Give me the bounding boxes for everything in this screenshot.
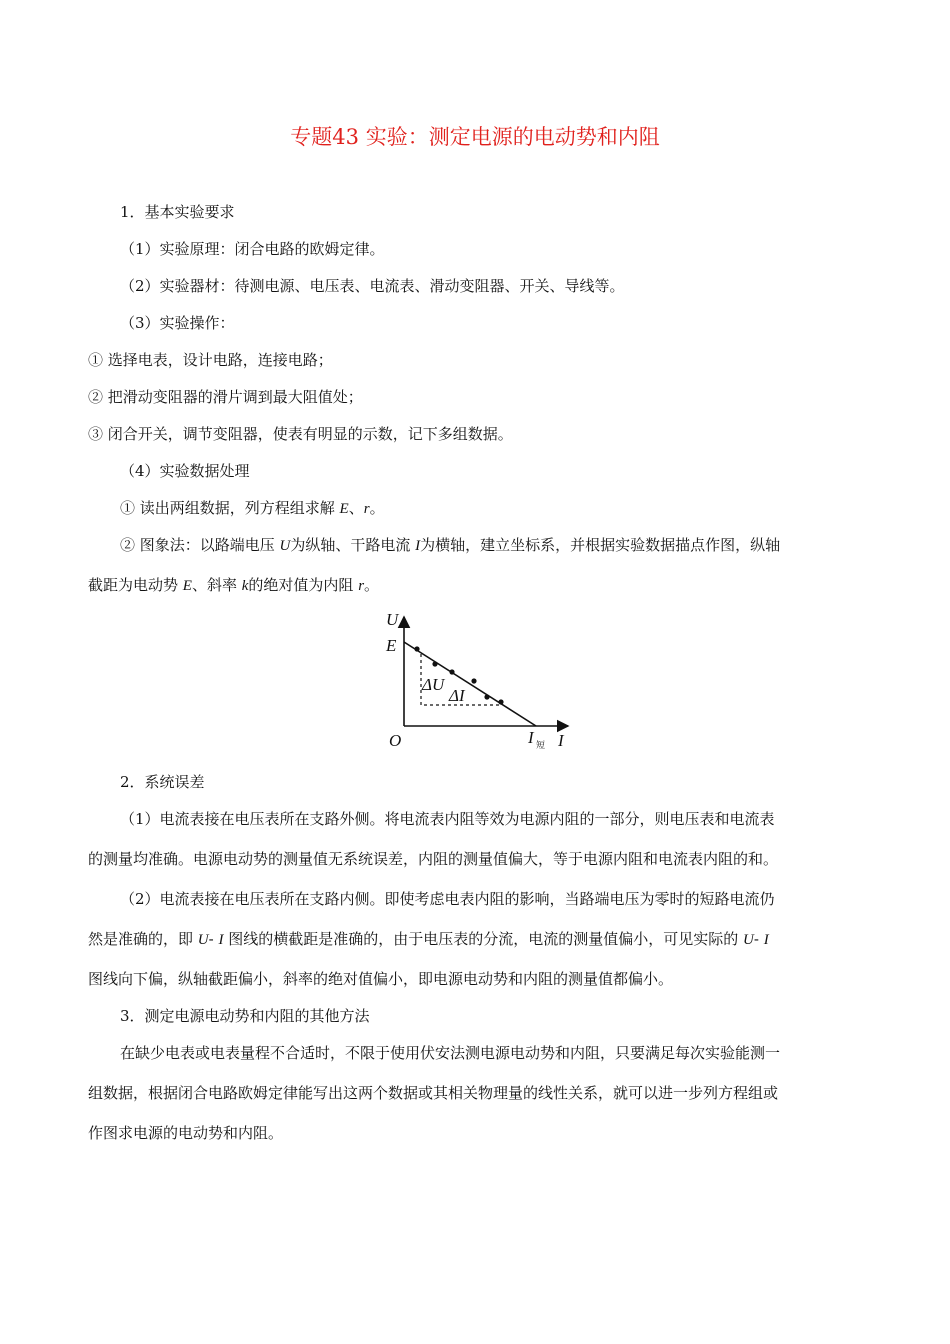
symbol-U: U [279,538,291,554]
data-point [432,661,437,666]
data-method-2-line-1 [120,535,780,556]
other-methods-line-1: 在缺少电表或电表量程不合适时，不限于使用伏安法测电源电动势和内阻，只要满足每次实验能测一 [120,1044,781,1062]
error-case-2-line-2 [88,929,769,950]
error-case-2-line-1: （2）电流表接在电压表所在支路内侧。即使考虑电表内阻的影响，当路端电压为零时的短路电流仍 [120,890,775,908]
other-methods-line-3: 作图求电源的电动势和内阻。 [88,1124,284,1142]
data-method-2-line-2 [88,575,379,596]
text-run: 、 [348,499,364,517]
symbol-U: U [197,932,209,948]
other-methods-line-2: 组数据，根据闭合电路欧姆定律能写出这两个数据或其相关物理量的线性关系，就可以进一步列方程组或 [88,1084,779,1102]
text-run: ② 图象法：以路端电压 [120,536,280,554]
data-processing-heading: （4）实验数据处理 [120,462,250,480]
data-point [498,699,503,704]
text-run: ① 读出两组数据，列方程组求解 [120,499,340,517]
label-origin: O [389,731,402,750]
symbol-E: E [182,578,192,594]
operation-step-2: ② 把滑动变阻器的滑片调到最大阻值处； [88,388,363,406]
data-method-1 [120,498,385,519]
u-i-graph [380,605,580,755]
section-1-heading: 1．基本实验要求 [120,203,235,221]
text-run: 然是准确的，即 [88,930,198,948]
text-run: 截距为电动势 [88,576,183,594]
symbol-r: r [358,578,365,594]
text-run: 为横轴，建立坐标系，并根据实验数据描点作图，纵轴 [420,536,781,554]
symbol-I: I [763,932,769,948]
data-point [471,678,476,683]
data-point [484,694,489,699]
symbol-k: k [241,578,249,594]
label-delta-u: ΔU [422,675,445,694]
text-run: 。 [369,499,385,517]
error-case-1-line-1: （1）电流表接在电压表所在支路外侧。将电流表内阻等效为电源内阻的一部分，则电压表和电流表 [120,810,775,828]
equipment-text: （2）实验器材：待测电源、电压表、电流表、滑动变阻器、开关、导线等。 [120,277,625,295]
error-case-2-line-3: 图线向下偏，纵轴截距偏小，斜率的绝对值偏小，即电源电动势和内阻的测量值都偏小。 [88,970,674,988]
symbol-r: r [363,501,370,517]
section-3-heading: 3．测定电源电动势和内阻的其他方法 [120,1007,370,1025]
error-case-1-line-2: 的测量均准确。电源电动势的测量值无系统误差，内阻的测量值偏大，等于电源内阻和电流表内阻的和。 [88,850,779,868]
operation-step-3: ③ 闭合开关，调节变阻器，使表有明显的示数，记下多组数据。 [88,425,513,443]
label-i-short: I [528,728,534,747]
text-run: 的绝对值为内阻 [248,576,359,594]
text-run: - [753,930,764,948]
text-run: 。 [364,576,380,594]
label-u: U [386,610,399,629]
symbol-I: I [415,538,421,554]
label-short-subscript: 短 [536,741,546,751]
data-point [449,669,454,674]
text-run: 图线的横截距是准确的，由于电压表的分流，电流的测量值偏小，可见实际的 [223,930,744,948]
symbol-I: I [218,932,224,948]
text-run: 为纵轴、干路电流 [290,536,416,554]
label-e: E [386,636,397,655]
data-point [414,646,419,651]
section-2-heading: 2．系统误差 [120,773,205,791]
principle-text: （1）实验原理：闭合电路的欧姆定律。 [120,240,385,258]
label-delta-i: ΔI [449,686,465,705]
text-run: - [208,930,219,948]
page-title: 专题43 实验：测定电源的电动势和内阻 [290,125,660,149]
operation-step-1: ① 选择电表，设计电路，连接电路； [88,351,333,369]
symbol-U: U [743,932,754,948]
label-i: I [558,731,564,750]
symbol-E: E [339,501,349,517]
operation-heading: （3）实验操作： [120,314,235,332]
text-run: 、斜率 [191,576,242,594]
